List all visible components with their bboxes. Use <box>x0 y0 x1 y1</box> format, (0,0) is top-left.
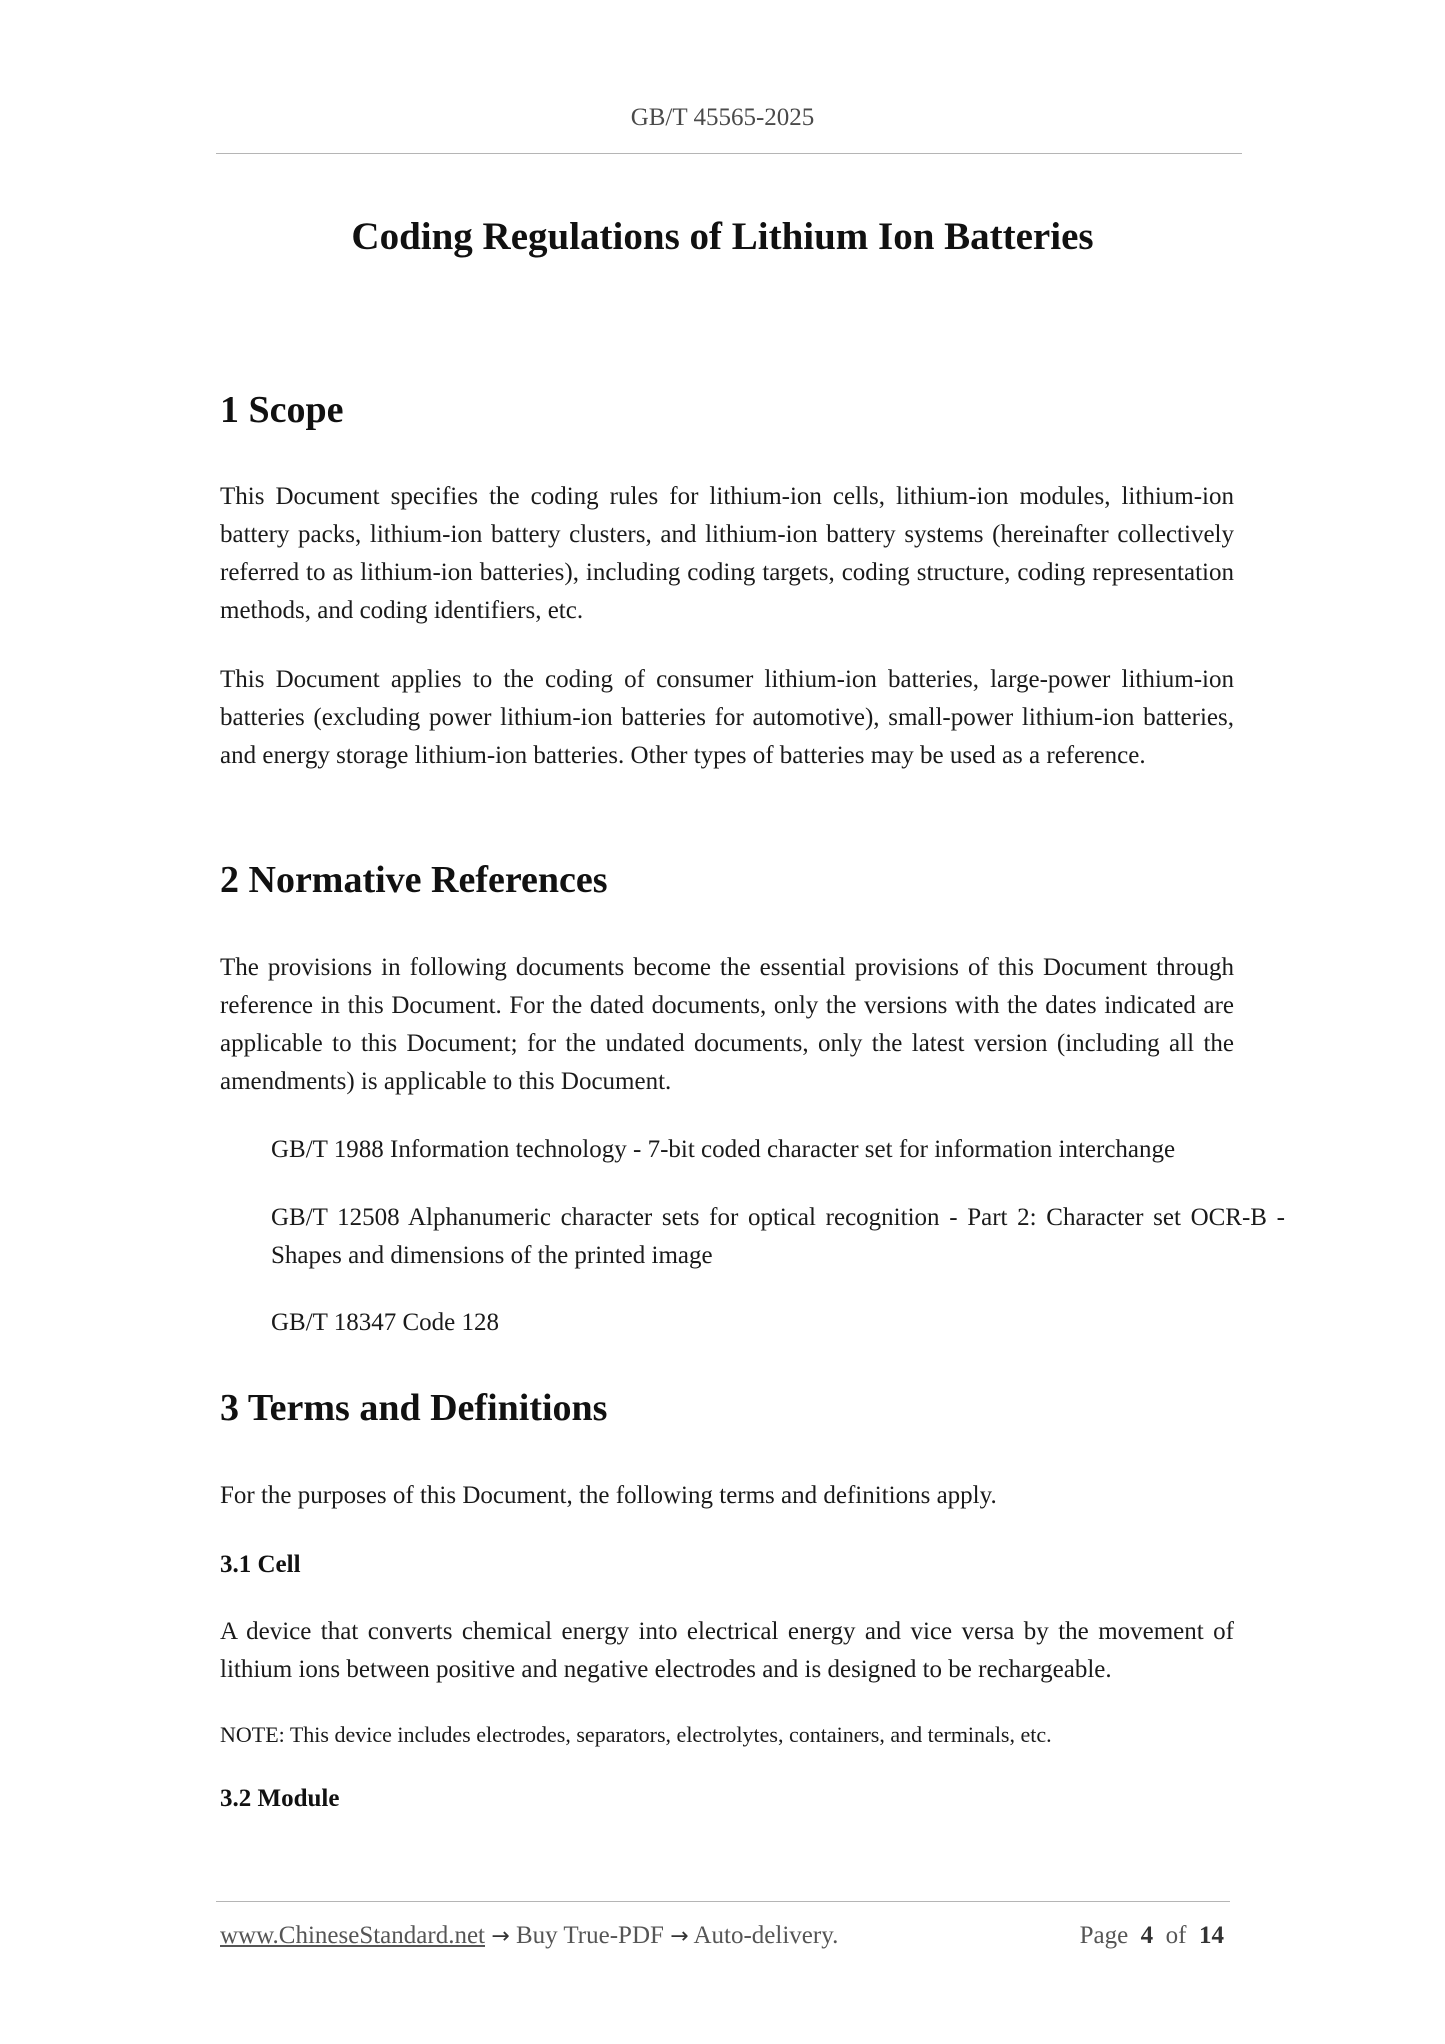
page-of-label: of <box>1165 1922 1187 1949</box>
footer-delivery-text: Auto-delivery. <box>693 1922 839 1949</box>
term-heading-cell: 3.1 Cell <box>220 1551 301 1578</box>
arrow-right-icon: → <box>670 1924 689 1949</box>
footer-divider <box>216 1901 1230 1902</box>
term-heading-module: 3.2 Module <box>220 1785 340 1812</box>
footer-buy-text: Buy True-PDF <box>515 1922 664 1949</box>
header-divider <box>216 153 1242 154</box>
document-code: GB/T 45565-2025 <box>630 104 815 131</box>
page-current: 4 <box>1140 1922 1154 1949</box>
document-title: Coding Regulations of Lithium Ion Batteries <box>351 215 1094 258</box>
term-definition-cell: A device that converts chemical energy into electrical energy and vice versa by the movement of lithium ions between positive and negative electrodes and is designed to be rechargeable. <box>220 1618 1234 1683</box>
page-total: 14 <box>1199 1922 1224 1949</box>
reference-gbt-12508: GB/T 12508 Alphanumeric character sets for optical recognition - Part 2: Character set OCR-B - Shapes and dimensions of the printed image <box>271 1204 1285 1269</box>
scope-paragraph-2: This Document applies to the coding of consumer lithium-ion batteries, large-power lithium-ion batteries (excluding power lithium-ion batteries for automotive), small-power lithium-ion batteries, and energy storage lithium-ion batteries. Other types of batteries may be used as a reference. <box>220 666 1234 769</box>
page-footer <box>220 1922 1224 1950</box>
terms-intro: For the purposes of this Document, the following terms and definitions apply. <box>220 1482 997 1509</box>
page-label: Page <box>1079 1922 1129 1949</box>
section-heading-terms: 3 Terms and Definitions <box>220 1387 608 1429</box>
normative-paragraph: The provisions in following documents become the essential provisions of this Document through reference in this Document. For the dated documents, only the versions with the dates indicated are applicable to this Document; for the undated documents, only the latest version (including all the amendments) is applicable to this Document. <box>220 954 1234 1095</box>
arrow-right-icon: → <box>491 1924 510 1949</box>
scope-paragraph-1: This Document specifies the coding rules for lithium-ion cells, lithium-ion modules, lithium-ion battery packs, lithium-ion battery clusters, and lithium-ion battery systems (hereinafter collectively referred to as lithium-ion batteries), including coding targets, coding structure, coding representation methods, and coding identifiers, etc. <box>220 483 1234 624</box>
section-heading-normative-references: 2 Normative References <box>220 859 608 901</box>
footer-promo <box>220 1922 838 1950</box>
section-heading-scope: 1 Scope <box>220 389 344 431</box>
page-indicator <box>1080 1922 1224 1950</box>
reference-gbt-18347: GB/T 18347 Code 128 <box>271 1309 500 1336</box>
footer-website-link[interactable]: www.ChineseStandard.net <box>220 1922 485 1949</box>
reference-gbt-1988: GB/T 1988 Information technology - 7-bit coded character set for information interchange <box>271 1136 1176 1163</box>
term-note-cell: NOTE: This device includes electrodes, separators, electrolytes, containers, and terminals, etc. <box>220 1722 1052 1747</box>
